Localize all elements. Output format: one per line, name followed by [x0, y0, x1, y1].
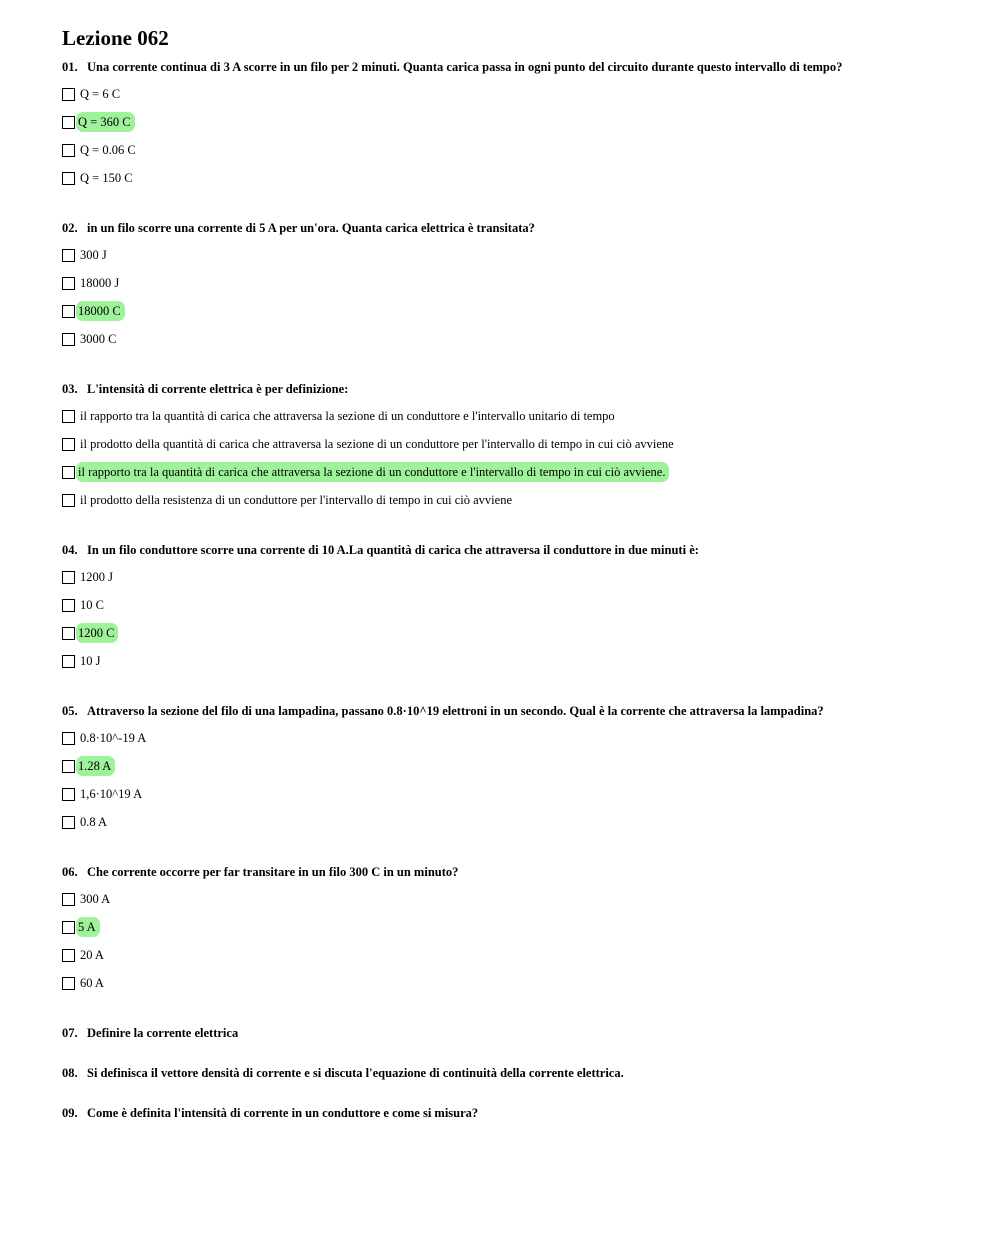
correct-answer-label: 18000 C: [76, 301, 125, 321]
question-text: [62, 1105, 962, 1121]
question-text: [62, 703, 962, 719]
answer-label: 1,6·10^19 A: [80, 787, 143, 801]
question-label: Si definisca il vettore densità di corrente e si discuta l'equazione di continuità della corrente elettrica.: [87, 1066, 624, 1080]
checkbox-icon[interactable]: [62, 466, 75, 479]
question-text: [62, 220, 962, 236]
checkbox-icon[interactable]: [62, 172, 75, 185]
checkbox-icon[interactable]: [62, 249, 75, 262]
checkbox-icon[interactable]: [62, 732, 75, 745]
question-number: 02.: [62, 221, 78, 235]
question-number: 08.: [62, 1066, 78, 1080]
question-8: [62, 1065, 962, 1081]
answer-option[interactable]: [62, 274, 962, 292]
question-6: [62, 864, 962, 992]
correct-answer-label: 1200 C: [76, 623, 118, 643]
checkbox-icon[interactable]: [62, 571, 75, 584]
answer-option[interactable]: [62, 407, 962, 425]
answer-option[interactable]: [62, 974, 962, 992]
checkbox-icon[interactable]: [62, 627, 75, 640]
question-label: Che corrente occorre per far transitare in un filo 300 C in un minuto?: [87, 865, 459, 879]
question-number: 06.: [62, 865, 78, 879]
answer-option[interactable]: [62, 785, 962, 803]
answer-option[interactable]: [62, 624, 962, 642]
answer-option[interactable]: [62, 596, 962, 614]
answer-label: 0.8 A: [80, 815, 108, 829]
answer-label: 3000 C: [80, 332, 117, 346]
page-title: Lezione 062: [62, 26, 169, 50]
answer-option[interactable]: [62, 463, 962, 481]
question-label: Definire la corrente elettrica: [87, 1026, 239, 1040]
question-label: in un filo scorre una corrente di 5 A per un'ora. Quanta carica elettrica è transitata?: [87, 221, 535, 235]
answer-label: 10 C: [80, 598, 104, 612]
answer-option[interactable]: [62, 113, 962, 131]
checkbox-icon[interactable]: [62, 88, 75, 101]
answer-option[interactable]: [62, 302, 962, 320]
answer-option[interactable]: [62, 813, 962, 831]
answer-label: 1200 J: [80, 570, 113, 584]
correct-answer-label: 5 A: [76, 917, 100, 937]
checkbox-icon[interactable]: [62, 977, 75, 990]
question-1: [62, 59, 962, 187]
answer-option[interactable]: [62, 141, 962, 159]
checkbox-icon[interactable]: [62, 438, 75, 451]
checkbox-icon[interactable]: [62, 893, 75, 906]
answer-option[interactable]: [62, 491, 962, 509]
correct-answer-label: il rapporto tra la quantità di carica che attraversa la sezione di un conduttore e l'intervallo di tempo in cui ciò avviene.: [76, 462, 669, 482]
checkbox-icon[interactable]: [62, 788, 75, 801]
question-text: [62, 1025, 962, 1041]
checkbox-icon[interactable]: [62, 144, 75, 157]
question-4: [62, 542, 962, 670]
answer-option[interactable]: [62, 757, 962, 775]
answer-option[interactable]: [62, 729, 962, 747]
answer-option[interactable]: [62, 85, 962, 103]
answer-label: 0.8·10^-19 A: [80, 731, 147, 745]
question-label: In un filo conduttore scorre una corrente di 10 A.La quantità di carica che attraversa il conduttore in due minuti è:: [87, 543, 699, 557]
answer-label: 300 A: [80, 892, 111, 906]
answer-label: 20 A: [80, 948, 104, 962]
question-text: [62, 59, 962, 75]
question-2: [62, 220, 962, 348]
answer-label: 300 J: [80, 248, 107, 262]
checkbox-icon[interactable]: [62, 410, 75, 423]
answer-option[interactable]: [62, 652, 962, 670]
answer-label: Q = 150 C: [80, 171, 133, 185]
checkbox-icon[interactable]: [62, 921, 75, 934]
answer-option[interactable]: [62, 169, 962, 187]
answer-label: 10 J: [80, 654, 101, 668]
question-label: Una corrente continua di 3 A scorre in un filo per 2 minuti. Quanta carica passa in ogni punto del circuito durante questo intervallo di tempo?: [87, 60, 843, 74]
answer-option[interactable]: [62, 918, 962, 936]
answer-option[interactable]: [62, 890, 962, 908]
checkbox-icon[interactable]: [62, 305, 75, 318]
checkbox-icon[interactable]: [62, 599, 75, 612]
answer-label: il prodotto della resistenza di un conduttore per l'intervallo di tempo in cui ciò avviene: [80, 493, 512, 507]
question-7: [62, 1025, 962, 1041]
question-number: 05.: [62, 704, 78, 718]
question-label: L'intensità di corrente elettrica è per definizione:: [87, 382, 349, 396]
checkbox-icon[interactable]: [62, 494, 75, 507]
quiz-page: [62, 25, 962, 1121]
checkbox-icon[interactable]: [62, 949, 75, 962]
answer-label: il rapporto tra la quantità di carica che attraversa la sezione di un conduttore e l'intervallo unitario di tempo: [80, 409, 615, 423]
answer-label: il prodotto della quantità di carica che attraversa la sezione di un conduttore per l'intervallo di tempo in cui ciò avviene: [80, 437, 674, 451]
question-label: Come è definita l'intensità di corrente in un conduttore e come si misura?: [87, 1106, 479, 1120]
answer-option[interactable]: [62, 435, 962, 453]
question-text: [62, 864, 962, 880]
checkbox-icon[interactable]: [62, 655, 75, 668]
checkbox-icon[interactable]: [62, 760, 75, 773]
question-number: 03.: [62, 382, 78, 396]
answer-option[interactable]: [62, 568, 962, 586]
answer-label: Q = 6 C: [80, 87, 121, 101]
answer-option[interactable]: [62, 946, 962, 964]
question-number: 07.: [62, 1026, 78, 1040]
question-number: 09.: [62, 1106, 78, 1120]
correct-answer-label: 1.28 A: [76, 756, 115, 776]
correct-answer-label: Q = 360 C: [76, 112, 135, 132]
question-number: 01.: [62, 60, 78, 74]
answer-label: 18000 J: [80, 276, 120, 290]
answer-label: Q = 0.06 C: [80, 143, 136, 157]
answer-option[interactable]: [62, 330, 962, 348]
question-text: [62, 1065, 962, 1081]
answer-label: 60 A: [80, 976, 104, 990]
question-9: [62, 1105, 962, 1121]
question-5: [62, 703, 962, 831]
checkbox-icon[interactable]: [62, 116, 75, 129]
checkbox-icon[interactable]: [62, 333, 75, 346]
question-number: 04.: [62, 543, 78, 557]
question-list: [62, 59, 962, 1121]
question-3: [62, 381, 962, 509]
answer-option[interactable]: [62, 246, 962, 264]
question-label: Attraverso la sezione del filo di una lampadina, passano 0.8·10^19 elettroni in un secondo. Qual è la corrente che attraversa la lampadina?: [87, 704, 824, 718]
checkbox-icon[interactable]: [62, 277, 75, 290]
checkbox-icon[interactable]: [62, 816, 75, 829]
question-text: [62, 542, 962, 558]
question-text: [62, 381, 962, 397]
